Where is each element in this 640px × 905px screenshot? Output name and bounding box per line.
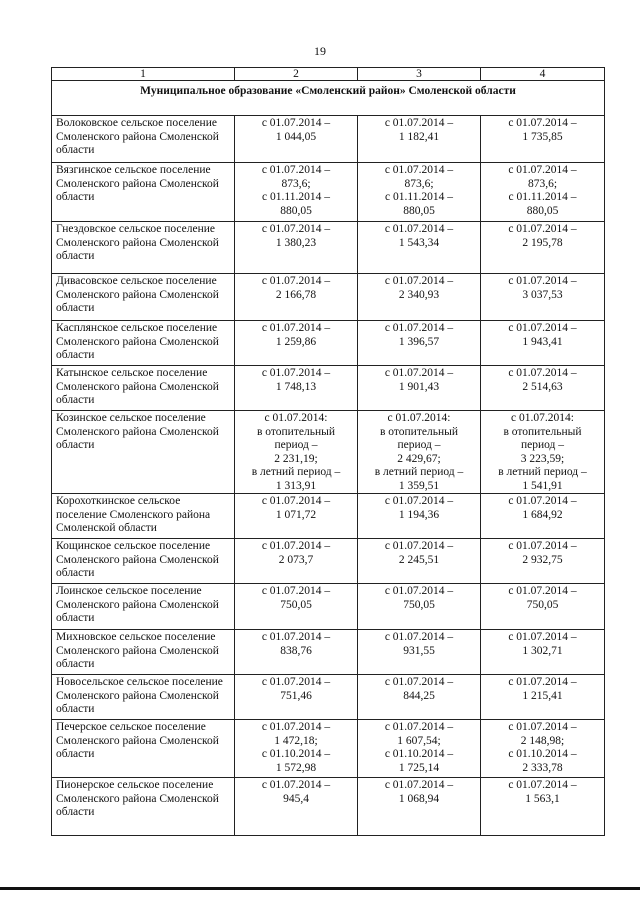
municipality-name: Кощинское сельское поселение Смоленского района Смоленской области	[56, 540, 219, 579]
tariff-value: с 01.07.2014 – 1 194,36	[384, 495, 454, 521]
municipality-name: Печерское сельское поселение Смоленского района Смоленской области	[56, 721, 219, 760]
section-header-row	[52, 81, 605, 116]
tariff-cell-column-2	[235, 630, 358, 675]
tariff-value: с 01.07.2014 – 1 182,41	[384, 117, 454, 143]
tariff-value: с 01.07.2014 – 750,05	[508, 585, 577, 611]
tariff-value: с 01.07.2014 – 945,4	[261, 779, 331, 805]
tariff-cell-column-3	[358, 720, 481, 778]
tariff-value: с 01.07.2014 – 2 514,63	[508, 367, 577, 393]
table-row	[52, 675, 605, 720]
municipality-name: Корохоткинское сельское поселение Смоленского района Смоленской области	[56, 495, 211, 534]
tariff-cell-column-2	[235, 321, 358, 366]
tariff-cell-column-4	[481, 163, 605, 222]
municipality-name: Пионерское сельское поселение Смоленского района Смоленской области	[56, 779, 219, 818]
table-row	[52, 222, 605, 274]
tariff-value: с 01.07.2014 – 873,6; с 01.11.2014 – 880,05	[384, 164, 454, 217]
tariff-value: с 01.07.2014: в отопительный период – 2 429,67; в летний период – 1 359,51	[374, 412, 464, 492]
tariff-value: с 01.07.2014: в отопительный период – 2 231,19; в летний период – 1 313,91	[251, 412, 341, 492]
table-row	[52, 778, 605, 836]
column-number-row	[52, 68, 605, 81]
tariff-cell-column-2	[235, 274, 358, 321]
table-row	[52, 116, 605, 163]
tariff-cell-column-2	[235, 116, 358, 163]
municipality-name: Катынское сельское поселение Смоленского района Смоленской области	[56, 367, 219, 406]
tariff-cell-column-3	[358, 411, 481, 494]
tariff-cell-column-4	[481, 675, 605, 720]
tariff-value: с 01.07.2014 – 1 943,41	[508, 322, 577, 348]
table-row	[52, 274, 605, 321]
tariff-value: с 01.07.2014 – 1 563,1	[508, 779, 577, 805]
tariff-value: с 01.07.2014 – 2 166,78	[261, 275, 331, 301]
tariff-cell-column-4	[481, 778, 605, 836]
column-number-2: 2	[235, 68, 358, 81]
table-row	[52, 584, 605, 630]
table-row	[52, 630, 605, 675]
tariff-value: с 01.07.2014 – 844,25	[384, 676, 454, 702]
tariff-value: с 01.07.2014 – 838,76	[261, 631, 331, 657]
tariff-cell-column-3	[358, 366, 481, 411]
tariff-value: с 01.07.2014 – 1 259,86	[261, 322, 331, 348]
table-row	[52, 720, 605, 778]
tariff-cell-column-2	[235, 720, 358, 778]
municipality-name-cell	[52, 116, 235, 163]
tariff-cell-column-2	[235, 584, 358, 630]
column-number-4: 4	[481, 68, 605, 81]
tariff-cell-column-2	[235, 411, 358, 494]
section-title: Муниципальное образование «Смоленский район» Смоленской области	[52, 81, 605, 116]
column-number-1: 1	[52, 68, 235, 81]
bottom-rule	[0, 887, 640, 890]
table-row	[52, 411, 605, 494]
municipality-name-cell	[52, 411, 235, 494]
tariff-value: с 01.07.2014 – 1 302,71	[508, 631, 577, 657]
tariff-value: с 01.07.2014 – 1 068,94	[384, 779, 454, 805]
tariff-value: с 01.07.2014 – 2 195,78	[508, 223, 577, 249]
tariff-cell-column-4	[481, 321, 605, 366]
tariff-value: с 01.07.2014 – 1 472,18; с 01.10.2014 – 1 572,98	[261, 721, 331, 774]
municipality-name: Гнездовское сельское поселение Смоленского района Смоленской области	[56, 223, 219, 262]
tariff-value: с 01.07.2014 – 2 340,93	[384, 275, 454, 301]
tariff-cell-column-4	[481, 720, 605, 778]
tariff-cell-column-4	[481, 116, 605, 163]
tariff-value: с 01.07.2014 – 1 044,05	[261, 117, 331, 143]
tariff-cell-column-3	[358, 321, 481, 366]
municipality-name-cell	[52, 630, 235, 675]
municipality-name: Дивасовское сельское поселение Смоленского района Смоленской области	[56, 275, 219, 314]
tariff-value: с 01.07.2014 – 1 901,43	[384, 367, 454, 393]
municipality-name-cell	[52, 778, 235, 836]
municipality-name-cell	[52, 321, 235, 366]
municipality-name: Волоковское сельское поселение Смоленского района Смоленской области	[56, 117, 219, 156]
tariff-cell-column-3	[358, 274, 481, 321]
tariff-cell-column-4	[481, 222, 605, 274]
tariff-value: с 01.07.2014 – 873,6; с 01.11.2014 – 880,05	[508, 164, 577, 217]
tariff-cell-column-4	[481, 366, 605, 411]
municipality-name: Лоинское сельское поселение Смоленского района Смоленской области	[56, 585, 219, 624]
tariff-value: с 01.07.2014 – 2 932,75	[508, 540, 577, 566]
column-number-3: 3	[358, 68, 481, 81]
municipality-name-cell	[52, 366, 235, 411]
tariff-cell-column-2	[235, 675, 358, 720]
tariff-cell-column-4	[481, 584, 605, 630]
tariff-value: с 01.07.2014 – 1 396,57	[384, 322, 454, 348]
tariff-value: с 01.07.2014 – 1 543,34	[384, 223, 454, 249]
tariff-cell-column-2	[235, 539, 358, 584]
tariff-cell-column-3	[358, 539, 481, 584]
municipality-name: Козинское сельское поселение Смоленского района Смоленской области	[56, 412, 219, 451]
table-row	[52, 321, 605, 366]
tariff-cell-column-3	[358, 778, 481, 836]
tariff-value: с 01.07.2014 – 1 735,85	[508, 117, 577, 143]
table-row	[52, 366, 605, 411]
tariff-cell-column-3	[358, 116, 481, 163]
municipality-name-cell	[52, 539, 235, 584]
tariff-cell-column-3	[358, 494, 481, 539]
tariff-value: с 01.07.2014 – 750,05	[261, 585, 331, 611]
tariff-value: с 01.07.2014 – 2 148,98; с 01.10.2014 – 2 333,78	[508, 721, 577, 774]
tariff-cell-column-4	[481, 494, 605, 539]
tariff-cell-column-2	[235, 222, 358, 274]
municipality-name: Новосельское сельское поселение Смоленского района Смоленской области	[56, 676, 223, 715]
tariff-cell-column-4	[481, 630, 605, 675]
tariff-value: с 01.07.2014 – 1 607,54; с 01.10.2014 – 1 725,14	[384, 721, 454, 774]
tariff-cell-column-2	[235, 778, 358, 836]
tariff-value: с 01.07.2014 – 931,55	[384, 631, 454, 657]
tariff-value: с 01.07.2014 – 1 748,13	[261, 367, 331, 393]
tariff-value: с 01.07.2014 – 1 380,23	[261, 223, 331, 249]
tariff-value: с 01.07.2014 – 2 245,51	[384, 540, 454, 566]
table-row	[52, 163, 605, 222]
table-row	[52, 539, 605, 584]
tariff-value: с 01.07.2014 – 3 037,53	[508, 275, 577, 301]
municipality-name-cell	[52, 274, 235, 321]
tariff-cell-column-3	[358, 630, 481, 675]
tariff-cell-column-3	[358, 163, 481, 222]
municipality-name: Вязгинское сельское поселение Смоленского района Смоленской области	[56, 164, 219, 203]
tariff-value: с 01.07.2014 – 1 071,72	[261, 495, 331, 521]
tariff-value: с 01.07.2014 – 873,6; с 01.11.2014 – 880,05	[261, 164, 331, 217]
municipality-name-cell	[52, 222, 235, 274]
tariff-cell-column-2	[235, 163, 358, 222]
tariff-value: с 01.07.2014 – 1 215,41	[508, 676, 577, 702]
municipality-name: Касплянское сельское поселение Смоленского района Смоленской области	[56, 322, 219, 361]
municipality-name-cell	[52, 494, 235, 539]
municipality-name-cell	[52, 584, 235, 630]
tariff-cell-column-2	[235, 366, 358, 411]
tariff-cell-column-3	[358, 675, 481, 720]
tariff-cell-column-2	[235, 494, 358, 539]
tariff-value: с 01.07.2014: в отопительный период – 3 223,59; в летний период – 1 541,91	[498, 412, 587, 492]
tariff-value: с 01.07.2014 – 2 073,7	[261, 540, 331, 566]
table-row	[52, 494, 605, 539]
tariff-value: с 01.07.2014 – 1 684,92	[508, 495, 577, 521]
tariff-value: с 01.07.2014 – 751,46	[261, 676, 331, 702]
page-number: 19	[314, 44, 326, 58]
municipality-name-cell	[52, 163, 235, 222]
municipality-name-cell	[52, 720, 235, 778]
municipality-name: Михновское сельское поселение Смоленского района Смоленской области	[56, 631, 219, 670]
tariff-cell-column-4	[481, 539, 605, 584]
tariff-value: с 01.07.2014 – 750,05	[384, 585, 454, 611]
tariff-table	[51, 67, 605, 836]
tariff-cell-column-4	[481, 274, 605, 321]
tariff-cell-column-3	[358, 584, 481, 630]
tariff-cell-column-4	[481, 411, 605, 494]
tariff-cell-column-3	[358, 222, 481, 274]
municipality-name-cell	[52, 675, 235, 720]
